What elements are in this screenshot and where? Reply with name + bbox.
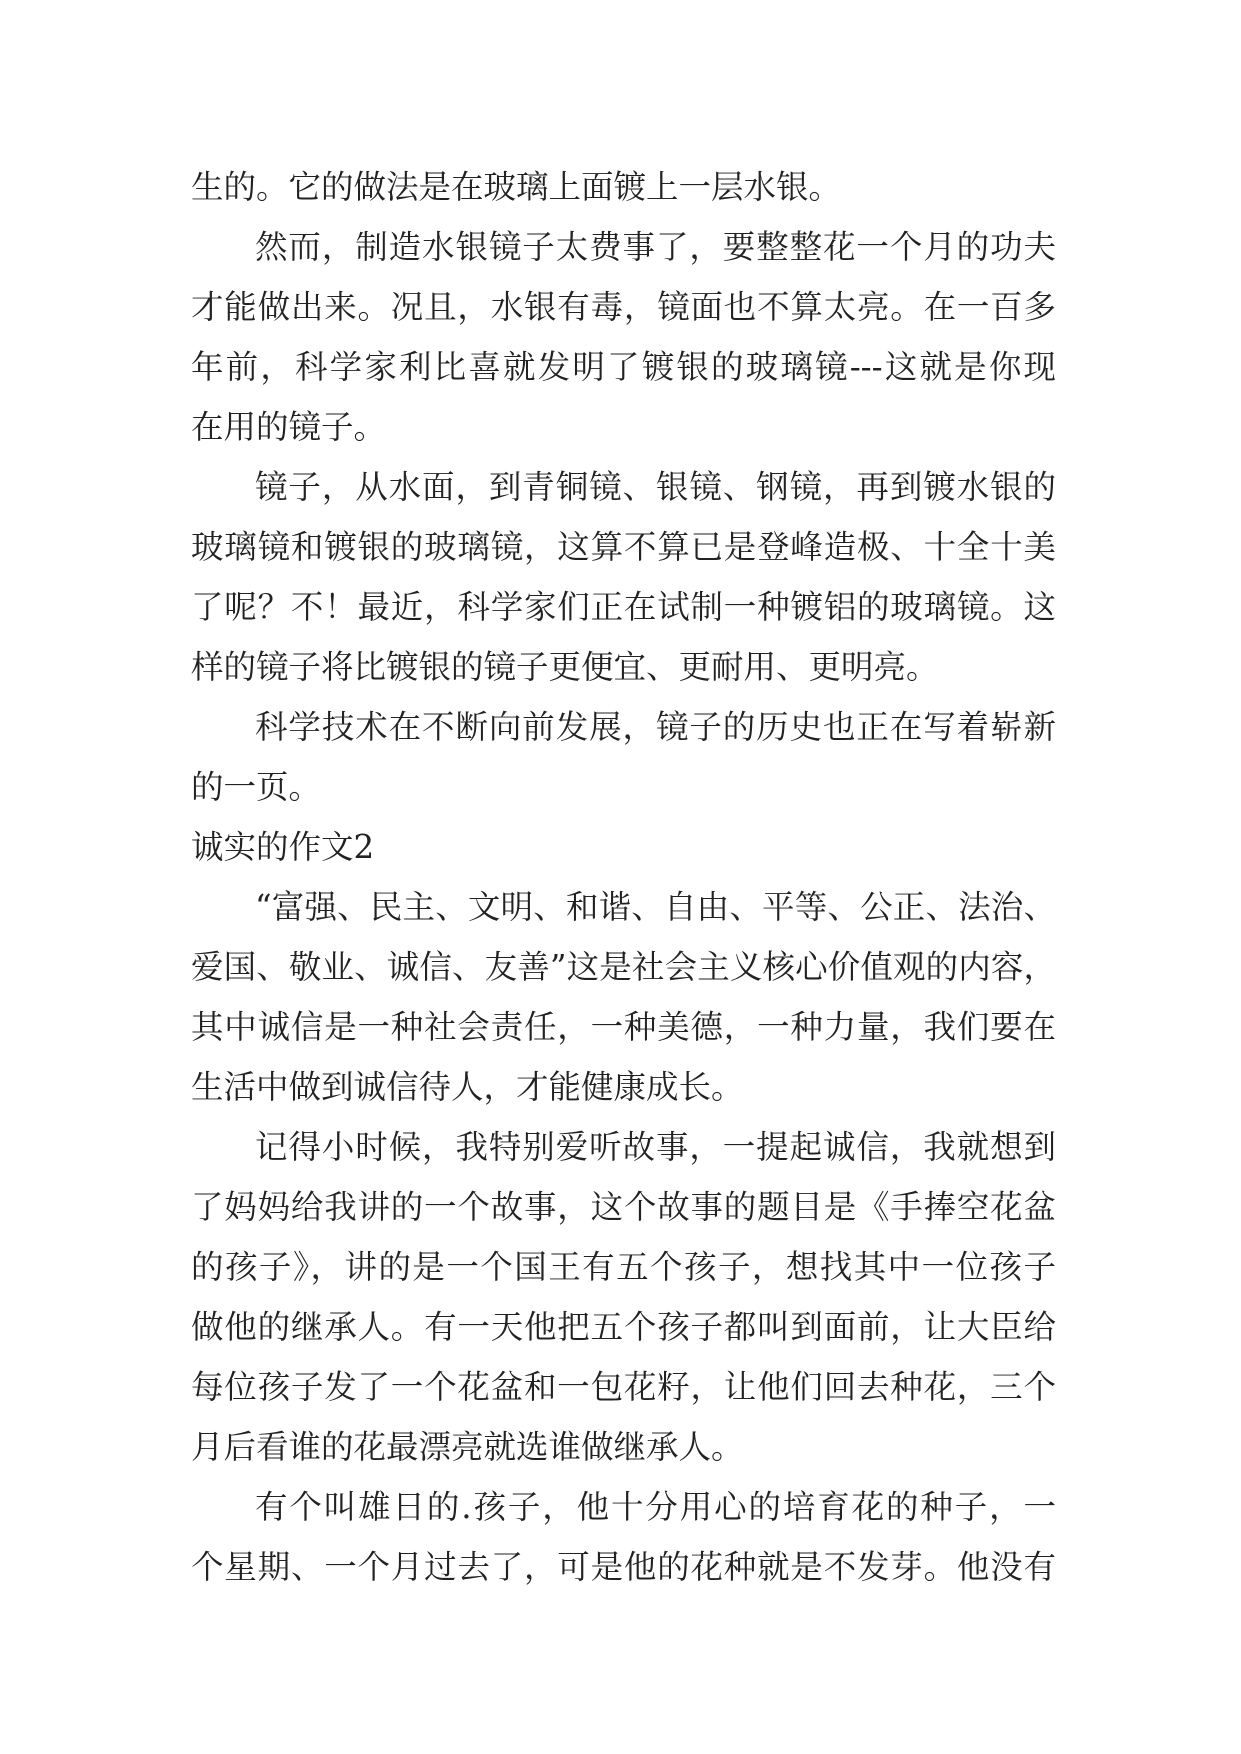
text-line: 月后看谁的花最漂亮就选谁做继承人。 [191, 1428, 744, 1466]
text-line: 个星期、一个月过去了，可是他的花种就是不发芽。他没有 [191, 1548, 1056, 1586]
text-line: 生活中做到诚信待人，才能健康成长。 [191, 1068, 744, 1106]
section-heading: 诚实的作文2 [191, 828, 375, 866]
paragraph-first-line: 有个叫雄日的.孩子，他十分用心的培育花的种子，一 [255, 1488, 1056, 1526]
text-line: 做他的继承人。有一天他把五个孩子都叫到面前，让大臣给 [191, 1308, 1056, 1346]
paragraph-first-line: 科学技术在不断向前发展，镜子的历史也正在写着崭新 [255, 708, 1056, 746]
text-line: 每位孩子发了一个花盆和一包花籽，让他们回去种花，三个 [191, 1368, 1056, 1406]
text-line: 其中诚信是一种社会责任，一种美德，一种力量，我们要在 [191, 1008, 1056, 1046]
text-line: 样的镜子将比镀银的镜子更便宜、更耐用、更明亮。 [191, 648, 939, 686]
text-line: 生的。它的做法是在玻璃上面镀上一层水银。 [191, 168, 842, 206]
text-line: 了呢？不！最近，科学家们正在试制一种镀铝的玻璃镜。这 [191, 588, 1056, 626]
paragraph-first-line: 记得小时候，我特别爱听故事，一提起诚信，我就想到 [255, 1128, 1056, 1166]
text-line: 玻璃镜和镀银的玻璃镜，这算不算已是登峰造极、十全十美 [191, 528, 1056, 566]
text-line: 的孩子》，讲的是一个国王有五个孩子，想找其中一位孩子 [191, 1248, 1056, 1286]
text-line: 的一页。 [191, 768, 322, 806]
text-line: 年前，科学家利比喜就发明了镀银的玻璃镜---这就是你现 [191, 348, 1056, 386]
text-line: 才能做出来。况且，水银有毒，镜面也不算太亮。在一百多 [191, 288, 1056, 326]
text-line: 在用的镜子。 [191, 408, 387, 446]
paragraph-first-line: 镜子，从水面，到青铜镜、银镜、钢镜，再到镀水银的 [255, 468, 1056, 506]
document-body [191, 157, 1056, 1597]
text-line: 了妈妈给我讲的一个故事，这个故事的题目是《手捧空花盆 [191, 1188, 1056, 1226]
paragraph-first-line: “富强、民主、文明、和谐、自由、平等、公正、法治、 [255, 888, 1056, 926]
paragraph-first-line: 然而，制造水银镜子太费事了，要整整花一个月的功夫 [255, 228, 1056, 266]
text-line: 爱国、敬业、诚信、友善”这是社会主义核心价值观的内容， [191, 948, 1056, 986]
